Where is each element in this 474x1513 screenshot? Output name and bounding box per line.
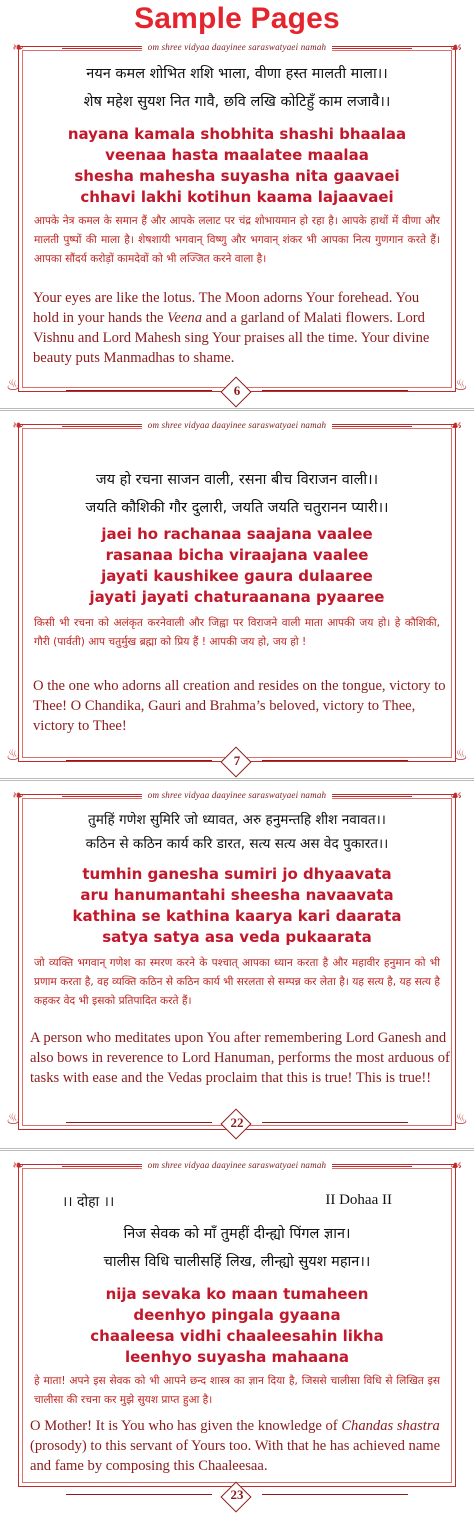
corner-ornament-icon: ❧ — [12, 418, 24, 434]
english-meaning: O Mother! It is You who has given the knowledge of Chandas shastra (prosody) to this servant of Yours too. With that he has achieved name and fame by composing this Chaaleesaa. — [30, 1418, 441, 1474]
verse-line: तुमहिं गणेश सुमिरि जो ध्यावत, अरु हनुमन्तहि शीश नवावत।। — [88, 812, 386, 828]
transliteration-line: aru hanumantahi sheesha navaavata — [80, 886, 394, 904]
page-separator — [0, 408, 474, 411]
running-header: om shree vidyaa daayinee saraswatyaei namah — [2, 790, 472, 800]
transliteration-line: rasanaa bicha viraajana vaalee — [105, 546, 369, 564]
transliteration-line: veenaa hasta maalatee maalaa — [105, 146, 369, 164]
transliteration-line: jaei ho rachanaa saajana vaalee — [101, 525, 373, 543]
footer-rule — [66, 760, 212, 761]
hindi-meaning: आपके नेत्र कमल के समान हैं और आपके ललाट पर चंद्र शोभायमान हो रहा है। आपके हाथों में वीणा और मालती पुष्पों की माला है। शेषशायी भगवान् विष्णु और भगवान् शंकर भी आपका नित्य गुणगान करते हैं। आपका सौंदर्य करोड़ों कामदेवों को भी लज्जित करने वाला है। — [34, 215, 440, 265]
english-meaning: Your eyes are like the lotus. The Moon adorns Your forehead. You hold in your hands the Veena and a garland of Malati flowers. Lord Vishnu and Lord Mahesh sing Your praises all the time. Your divine beauty puts Manmadhas to shame. — [33, 290, 430, 366]
corner-ornament-icon: ❧ — [12, 40, 24, 56]
doha-heading-hindi: ।। दोहा ।। — [62, 1194, 115, 1210]
verse-line: नयन कमल शोभित शशि भाला, वीणा हस्त मालती माला।। — [86, 66, 388, 82]
corner-ornament-icon: ☙ — [449, 418, 463, 434]
swan-ornament-icon: ♨ — [453, 1109, 468, 1128]
corner-ornament-icon: ❧ — [12, 1158, 24, 1174]
transliteration-line: deenhyo pingala gyaana — [133, 1306, 341, 1324]
transliteration-line: jayati kaushikee gaura dulaaree — [101, 567, 373, 585]
transliteration-line: chhavi lakhi kotihun kaama lajaavaei — [80, 188, 394, 206]
page-title: Sample Pages — [134, 2, 340, 35]
corner-ornament-icon: ☙ — [449, 40, 463, 56]
swan-ornament-icon: ♨ — [453, 375, 468, 394]
footer-rule — [66, 1494, 212, 1495]
verse-line: शेष महेश सुयश नित गावै, छवि लखि कोटिहुँ काम लजावै।। — [83, 94, 391, 110]
transliteration-line: tumhin ganesha sumiri jo dhyaavata — [82, 865, 392, 883]
swan-ornament-icon: ♨ — [453, 745, 468, 764]
hindi-meaning: जो व्यक्ति भगवान् गणेश का स्मरण करने के पश्चात् आपका ध्यान करता है और महावीर हनुमान को भी प्रणाम करता है, वह व्यक्ति कठिन से कठिन कार्य भी सरलता से सम्पन्न कर लेता है। यह सत्य है, यह सत्य है कहकर वेद भी इसको प्रतिपादित करते हैं। — [34, 957, 440, 1007]
running-header: om shree vidyaa daayinee saraswatyaei namah — [2, 420, 472, 430]
transliteration-line: nayana kamala shobhita shashi bhaalaa — [67, 125, 407, 143]
page-number: 6 — [233, 383, 241, 398]
english-meaning: A person who meditates upon You after remembering Lord Ganesh and also bows in reverence to Lord Hanuman, performs the most arduous of tasks with ease and the Vedas proclaim that this is true! This is true!! — [30, 1030, 450, 1086]
book-page-7 — [2, 414, 472, 778]
verse-line: कठिन से कठिन कार्य करि डारत, सत्य सत्य अस वेद पुकारत।। — [85, 836, 389, 852]
page-separator — [0, 1148, 474, 1151]
footer-rule — [262, 1494, 408, 1495]
book-page-23 — [2, 1154, 472, 1503]
corner-ornament-icon: ☙ — [449, 788, 463, 804]
swan-ornament-icon: ♨ — [6, 1109, 21, 1128]
footer-rule — [262, 1122, 408, 1123]
transliteration-line: nija sevaka ko maan tumaheen — [105, 1285, 369, 1303]
footer-rule — [262, 390, 408, 391]
footer-rule — [262, 760, 408, 761]
transliteration-line: jayati jayati chaturaanana pyaaree — [89, 588, 385, 606]
verse-line: निज सेवक को माँ तुमहीं दीन्ह्यो पिंगल ज्ञान। — [123, 1226, 351, 1242]
corner-ornament-icon: ☙ — [449, 1158, 463, 1174]
page-separator — [0, 778, 474, 781]
verse-line: जय हो रचना साजन वाली, रसना बीच विराजन वाली।। — [95, 472, 379, 488]
book-page-6 — [2, 36, 472, 408]
page-number: 23 — [230, 1487, 244, 1502]
transliteration-line: kathina se kathina kaarya kari daarata — [72, 907, 402, 925]
verse-line: चालीस विधि चालीसहिं लिख, लीन्ह्यो सुयश महान।। — [103, 1254, 371, 1270]
hindi-meaning: हे माता! अपने इस सेवक को भी आपने छन्द शास्त्र का ज्ञान दिया है, जिससे चालीसा विधि से लिखित इस चालीसा की रचना कर मुझे सुयश प्राप्त हुआ है। — [34, 1375, 440, 1406]
corner-ornament-icon: ❧ — [12, 788, 24, 804]
transliteration-line: satya satya asa veda pukaarata — [102, 928, 372, 946]
footer-rule — [66, 390, 212, 391]
page-number: 7 — [233, 753, 241, 768]
book-page-22 — [2, 784, 472, 1146]
transliteration-line: shesha mahesha suyasha nita gaavaei — [74, 167, 400, 185]
running-header: om shree vidyaa daayinee saraswatyaei namah — [2, 42, 472, 52]
verse-line: जयति कौशिकी गौर दुलारी, जयति जयति चतुरानन प्यारी।। — [85, 500, 389, 516]
english-meaning: O the one who adorns all creation and resides on the tongue, victory to Thee! O Chandika, Gauri and Brahma’s beloved, victory to Thee, victory to Thee! — [33, 678, 446, 734]
swan-ornament-icon: ♨ — [6, 745, 21, 764]
page-number: 22 — [230, 1115, 244, 1130]
swan-ornament-icon: ♨ — [6, 375, 21, 394]
transliteration-line: chaaleesa vidhi chaaleesahin likha — [90, 1327, 384, 1345]
doha-heading-english: II Dohaa II — [325, 1192, 392, 1208]
running-header: om shree vidyaa daayinee saraswatyaei namah — [2, 1160, 472, 1170]
footer-rule — [66, 1122, 212, 1123]
hindi-meaning: किसी भी रचना को अलंकृत करनेवाली और जिह्वा पर विराजने वाली माता आपकी जय हो। हे कौशिकी, गौरी (पार्वती) आप चतुर्मुख ब्रह्मा को प्रिय हैं ! आपकी जय हो, जय हो ! — [34, 617, 440, 648]
transliteration-line: leenhyo suyasha mahaana — [124, 1348, 350, 1366]
